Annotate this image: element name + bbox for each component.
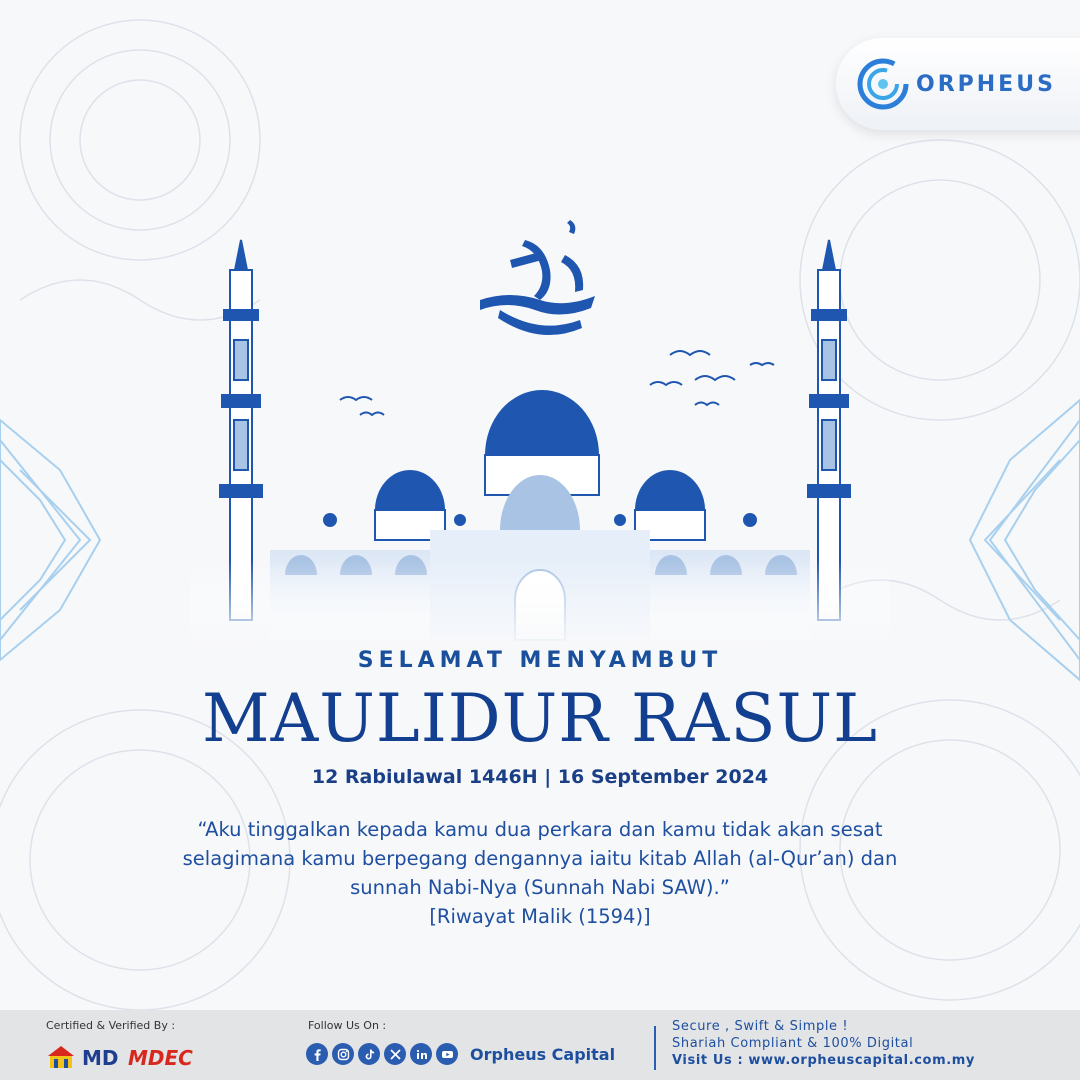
mdec-logo-text: MDEC: [128, 1046, 193, 1070]
greeting-title: MAULIDUR RASUL: [202, 680, 878, 757]
tagline-block: [672, 1018, 975, 1069]
left-mandala: [0, 420, 100, 660]
brand-name: ORPHEUS: [916, 71, 1056, 97]
footer-divider: [654, 1026, 656, 1070]
md-logo-text: MD: [82, 1046, 119, 1070]
quote-line-3: sunnah Nabi-Nya (Sunnah Nabi SAW).”: [350, 876, 730, 899]
website-link[interactable]: Visit Us : www.orpheuscapital.com.my: [672, 1053, 975, 1068]
md-logo: [82, 1044, 122, 1070]
x-icon[interactable]: [384, 1043, 406, 1065]
facebook-icon[interactable]: [306, 1043, 328, 1065]
quote-source: [Riwayat Malik (1594)]: [429, 905, 651, 928]
linkedin-icon[interactable]: [410, 1043, 432, 1065]
right-mandala: [970, 400, 1080, 680]
certified-label: Certified & Verified By :: [46, 1019, 176, 1032]
date-line: 12 Rabiulawal 1446H | 16 September 2024: [311, 766, 769, 788]
instagram-icon[interactable]: [332, 1043, 354, 1065]
social-links: [306, 1043, 615, 1065]
quote-line-1: “Aku tinggalkan kepada kamu dua perkara dan kamu tidak akan sesat: [197, 818, 883, 841]
youtube-icon[interactable]: [436, 1043, 458, 1065]
orpheus-ring-logo-icon: [856, 57, 910, 111]
certification-logos: [46, 1042, 238, 1072]
malaysia-digital-logo: [46, 1044, 76, 1070]
tiktok-icon[interactable]: [358, 1043, 380, 1065]
greeting-subtitle: SELAMAT MENYAMBUT: [357, 648, 723, 673]
company-name: Orpheus Capital: [470, 1044, 616, 1064]
brand-logo[interactable]: [836, 38, 1080, 130]
mdec-logo: [128, 1044, 238, 1070]
hadith-quote: [110, 815, 970, 931]
mosque-illustration: [190, 230, 890, 650]
follow-label: Follow Us On :: [308, 1019, 387, 1032]
tagline-1: Secure , Swift & Simple !: [672, 1019, 849, 1034]
tagline-2: Shariah Compliant & 100% Digital: [672, 1036, 914, 1051]
footer-bar: [0, 1010, 1080, 1080]
quote-line-2: selagimana kamu berpegang dengannya iaitu kitab Allah (al-Qur’an) dan: [182, 847, 898, 870]
